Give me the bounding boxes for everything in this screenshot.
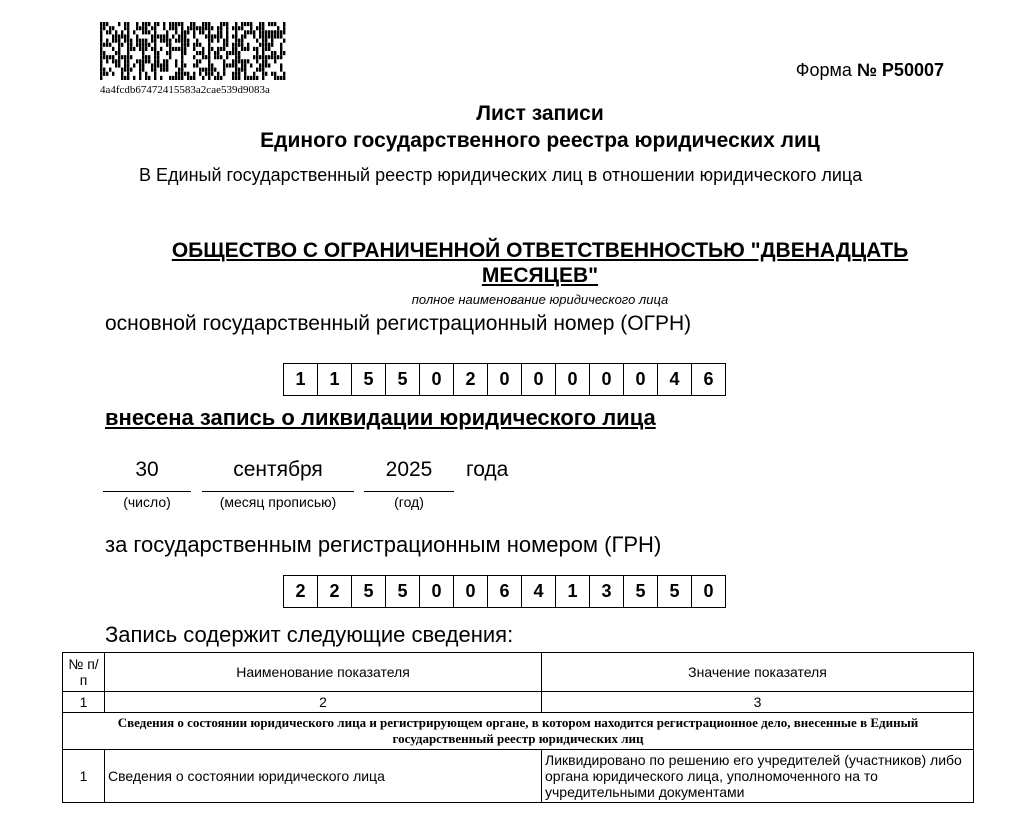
grn-digit: 5: [658, 575, 692, 608]
ogrn-digit: 6: [692, 363, 726, 396]
date-month-caption: (месяц прописью): [219, 494, 337, 510]
page-title: Лист записи: [476, 102, 604, 125]
grn-digit: 0: [692, 575, 726, 608]
record-action: внесена запись о ликвидации юридического лица: [105, 405, 656, 430]
ogrn-digit: 0: [488, 363, 522, 396]
barcode-id: 4a4fcdb67472415583a2cae539d9083a: [100, 84, 270, 96]
date-year-line: [364, 491, 454, 492]
date-year: 2025: [385, 458, 433, 481]
date-suffix: года: [466, 458, 509, 481]
col-number-1: 1: [63, 692, 105, 713]
grn-label: за государственным регистрационным номером (ГРН): [105, 532, 662, 557]
table-numbers-row: [63, 692, 974, 713]
form-prefix: Форма: [795, 60, 857, 80]
grn-digit: 5: [352, 575, 386, 608]
records-table: [62, 652, 974, 803]
grn-digit: 2: [318, 575, 352, 608]
form-number-value: № Р50007: [856, 60, 944, 80]
grn-digit: 5: [386, 575, 420, 608]
table-header-row: [63, 653, 974, 692]
form-number: [796, 60, 944, 81]
page-subtitle: Единого государственного реестра юридических лиц: [260, 129, 820, 152]
date-month: сентября: [233, 458, 323, 481]
ogrn-digit: 4: [658, 363, 692, 396]
ogrn-digit: 5: [352, 363, 386, 396]
grn-cells: [283, 575, 726, 608]
grn-digit: 6: [488, 575, 522, 608]
header-indicator-name: Наименование показателя: [105, 653, 542, 692]
ogrn-digit: 1: [318, 363, 352, 396]
ogrn-digit: 2: [454, 363, 488, 396]
ogrn-digit: 0: [590, 363, 624, 396]
intro-text: В Единый государственный реестр юридических лиц в отношении юридического лица: [139, 165, 863, 185]
row-number: 1: [63, 750, 105, 803]
grn-digit: 0: [454, 575, 488, 608]
ogrn-digit: 5: [386, 363, 420, 396]
ogrn-label: основной государственный регистрационный номер (ОГРН): [105, 312, 692, 335]
grn-digit: 5: [624, 575, 658, 608]
col-number-2: 2: [105, 692, 542, 713]
date-day-line: [103, 491, 191, 492]
col-number-3: 3: [542, 692, 974, 713]
barcode: [100, 22, 286, 80]
section-title: Сведения о состоянии юридического лица и регистрирующем органе, в котором находится регистрационное дело, внесенные в Единый государственный реестр юридических лиц: [63, 713, 974, 750]
header-number: № п/п: [63, 653, 105, 692]
grn-digit: 4: [522, 575, 556, 608]
ogrn-digit: 0: [522, 363, 556, 396]
date-day-caption: (число): [123, 494, 171, 510]
grn-digit: 1: [556, 575, 590, 608]
grn-digit: 0: [420, 575, 454, 608]
ogrn-digit: 0: [624, 363, 658, 396]
date-year-caption: (год): [394, 494, 424, 510]
table-row: [63, 750, 974, 803]
date-day: 30: [135, 458, 159, 481]
ogrn-cells: [283, 363, 726, 396]
header-indicator-value: Значение показателя: [542, 653, 974, 692]
ogrn-digit: 1: [284, 363, 318, 396]
grn-digit: 3: [590, 575, 624, 608]
ogrn-digit: 0: [420, 363, 454, 396]
row-indicator-name: Сведения о состоянии юридического лица: [105, 750, 542, 803]
section-title-row: [63, 713, 974, 750]
ogrn-digit: 0: [556, 363, 590, 396]
organization-caption: полное наименование юридического лица: [411, 292, 669, 307]
date-month-line: [202, 491, 354, 492]
row-indicator-value: Ликвидировано по решению его учредителей (участников) либо органа юридического лица, уполномоченного на то учредительными документами: [542, 750, 974, 803]
organization-name: ОБЩЕСТВО С ОГРАНИЧЕННОЙ ОТВЕТСТВЕННОСТЬЮ "ДВЕНАДЦАТЬ МЕСЯЦЕВ": [171, 239, 909, 287]
contains-label: Запись содержит следующие сведения:: [105, 622, 514, 647]
grn-digit: 2: [284, 575, 318, 608]
